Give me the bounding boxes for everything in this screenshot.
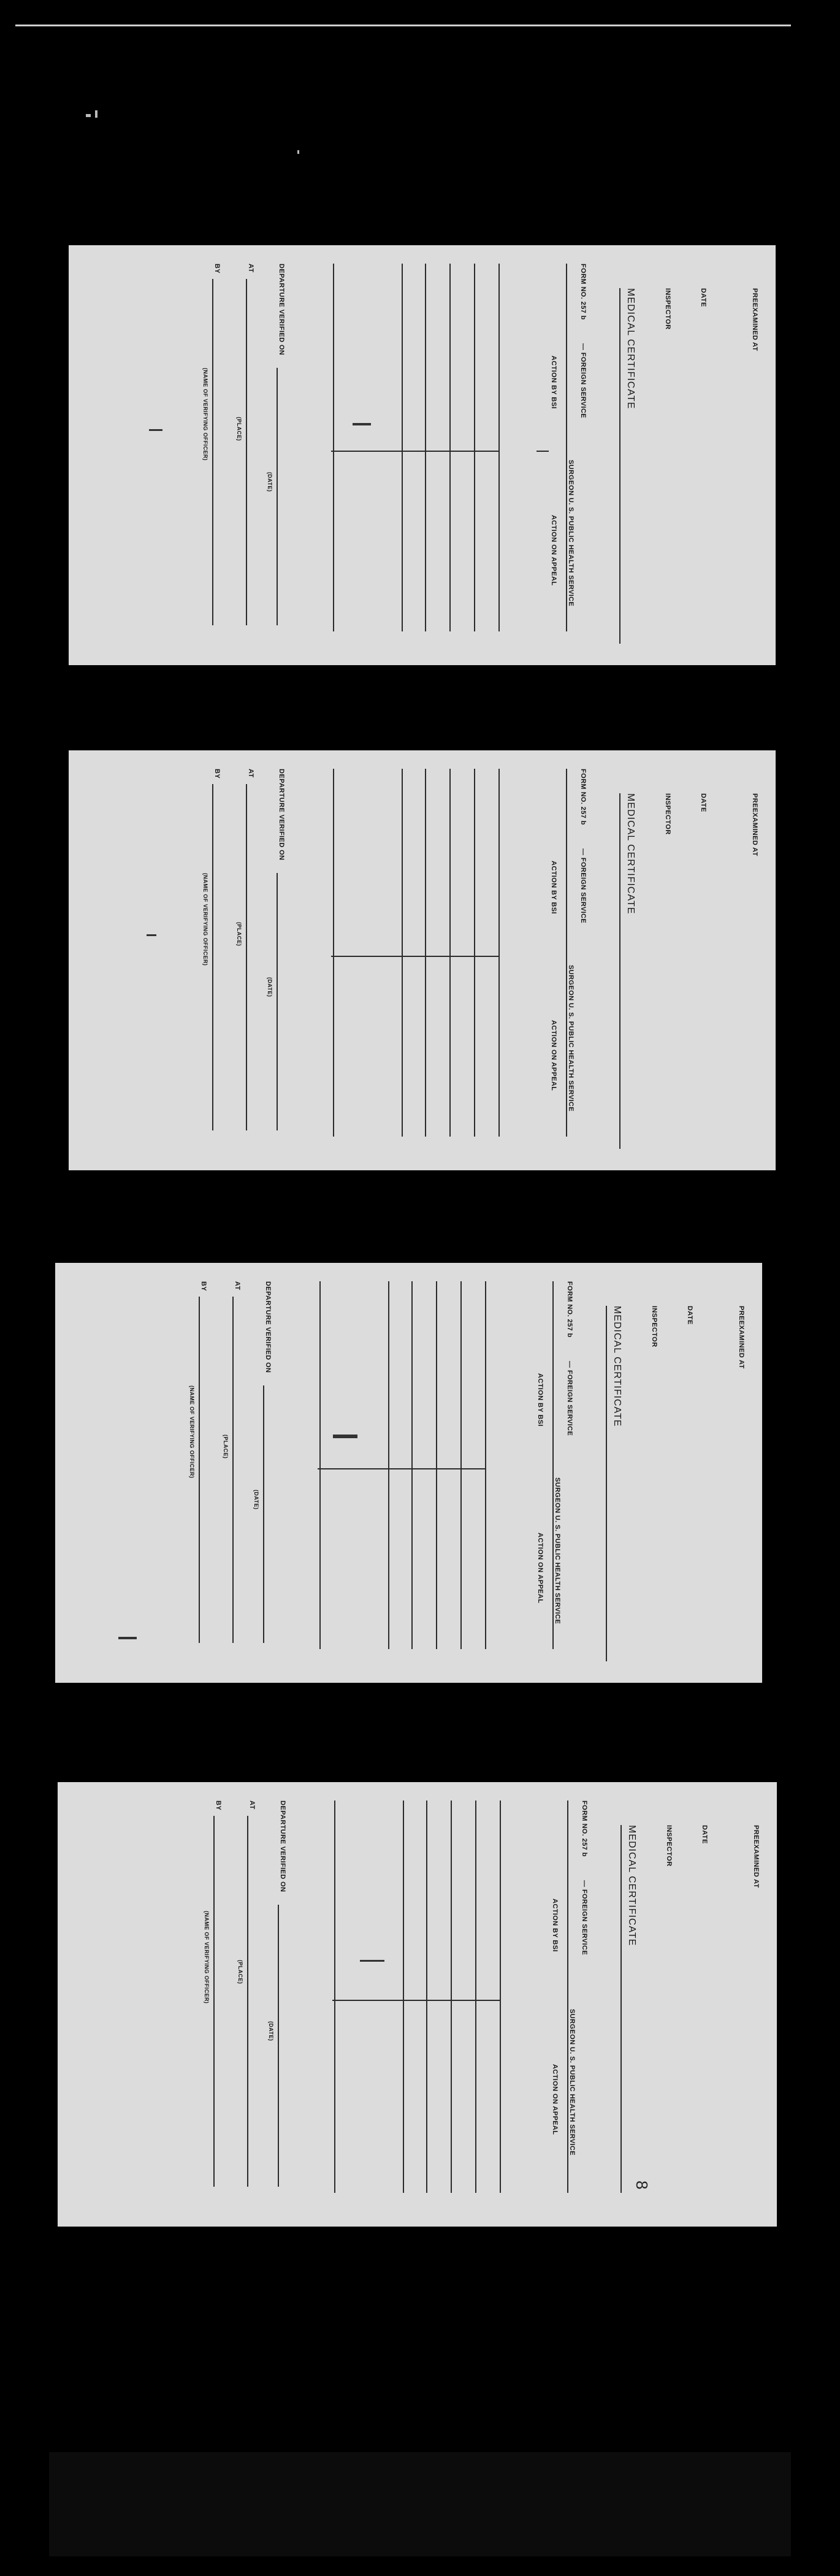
grid-line	[388, 1281, 389, 1649]
action-on-appeal-label: ACTION ON APPEAL	[550, 1020, 557, 1091]
ink-mark	[149, 429, 162, 431]
grid-line	[402, 264, 403, 631]
grid-line	[425, 769, 426, 1137]
grid-line	[334, 1801, 335, 2193]
departure-verified-label: DEPARTURE VERIFIED ON	[264, 1281, 272, 1373]
by-line	[212, 784, 213, 1130]
at-line	[247, 1816, 248, 2187]
grid-line	[403, 1801, 404, 2193]
grid-line	[319, 1281, 321, 1649]
place-caption: (PLACE)	[236, 417, 242, 441]
departure-verified-label: DEPARTURE VERIFIED ON	[278, 264, 285, 356]
column-divider	[332, 2000, 501, 2001]
handwritten-number: 8	[633, 2181, 651, 2190]
grid-line	[474, 264, 475, 631]
place-caption: (PLACE)	[236, 922, 242, 947]
scan-edge-line	[15, 25, 791, 26]
surgeon-label: SURGEON U. S. PUBLIC HEALTH SERVICE	[567, 965, 575, 1112]
date-label: DATE	[700, 288, 707, 307]
grid-line	[449, 769, 451, 1137]
date-label: DATE	[700, 793, 707, 812]
date-label: DATE	[686, 1306, 693, 1325]
certificate-rule	[606, 1306, 607, 1661]
ink-mark	[333, 1435, 357, 1438]
ink-mark	[353, 423, 371, 425]
medical-certificate-title: MEDICAL CERTIFICATE	[627, 1825, 637, 1946]
grid-line	[333, 264, 334, 631]
inspector-label: INSPECTOR	[664, 793, 671, 835]
departure-line	[277, 873, 278, 1130]
grid-line	[402, 769, 403, 1137]
action-on-appeal-label: ACTION ON APPEAL	[551, 2064, 559, 2135]
preexamined-at-label: PREEXAMINED AT	[752, 1825, 760, 1888]
column-divider	[318, 1468, 486, 1469]
at-label: AT	[247, 264, 254, 273]
form-number: FORM NO. 257 b	[579, 264, 587, 320]
preexamined-at-label: PREEXAMINED AT	[738, 1306, 745, 1369]
foreign-service-label: — FOREIGN SERVICE	[581, 1880, 588, 1956]
form-card	[58, 1782, 777, 2227]
at-line	[246, 279, 247, 625]
action-by-bsi-label: ACTION BY BSI	[550, 356, 557, 409]
date-label: DATE	[701, 1825, 708, 1844]
foreign-service-label: — FOREIGN SERVICE	[566, 1361, 573, 1436]
grid-line	[474, 769, 475, 1137]
certificate-rule	[619, 288, 620, 644]
grid-line	[451, 1801, 452, 2193]
surgeon-rule	[566, 769, 567, 1137]
at-line	[232, 1297, 234, 1643]
medical-certificate-title: MEDICAL CERTIFICATE	[612, 1306, 622, 1427]
foreign-service-label: — FOREIGN SERVICE	[579, 343, 587, 419]
form-number: FORM NO. 257 b	[566, 1281, 573, 1338]
surgeon-label: SURGEON U. S. PUBLIC HEALTH SERVICE	[567, 460, 575, 607]
by-line	[212, 279, 213, 625]
certificate-rule	[619, 793, 620, 1149]
scan-bottom-band	[49, 2452, 791, 2556]
surgeon-rule	[552, 1281, 554, 1649]
surgeon-label: SURGEON U. S. PUBLIC HEALTH SERVICE	[554, 1477, 561, 1625]
at-line	[246, 784, 247, 1130]
scan-speck	[86, 114, 91, 117]
by-label: BY	[200, 1281, 207, 1292]
form-card	[69, 245, 776, 665]
form-number: FORM NO. 257 b	[581, 1801, 588, 1857]
inspector-label: INSPECTOR	[664, 288, 671, 330]
departure-line	[278, 1905, 279, 2187]
ink-mark	[360, 1960, 384, 1962]
by-label: BY	[215, 1801, 222, 1811]
departure-line	[263, 1385, 264, 1643]
inspector-label: INSPECTOR	[651, 1306, 658, 1347]
scan-speck	[297, 150, 299, 154]
grid-line	[425, 264, 426, 631]
action-by-bsi-label: ACTION BY BSI	[536, 1373, 544, 1427]
medical-certificate-title: MEDICAL CERTIFICATE	[625, 288, 636, 410]
date-caption: (DATE)	[253, 1490, 259, 1510]
by-line	[213, 1816, 215, 2187]
place-caption: (PLACE)	[223, 1435, 229, 1459]
at-label: AT	[247, 769, 254, 778]
action-on-appeal-label: ACTION ON APPEAL	[550, 515, 557, 586]
surgeon-rule	[566, 264, 567, 631]
place-caption: (PLACE)	[237, 1960, 243, 1984]
form-number: FORM NO. 257 b	[579, 769, 587, 825]
departure-line	[277, 368, 278, 625]
grid-line	[426, 1801, 427, 2193]
grid-line	[460, 1281, 462, 1649]
verifying-officer-caption: (NAME OF VERIFYING OFFICER)	[204, 1911, 210, 2004]
grid-line	[475, 1801, 476, 2193]
date-caption: (DATE)	[268, 2021, 274, 2041]
column-divider	[331, 451, 500, 452]
ink-mark	[118, 1637, 137, 1639]
inspector-label: INSPECTOR	[665, 1825, 673, 1867]
date-caption: (DATE)	[267, 472, 273, 492]
column-divider	[536, 451, 549, 452]
preexamined-at-label: PREEXAMINED AT	[751, 288, 758, 351]
grid-line	[449, 264, 451, 631]
verifying-officer-caption: (NAME OF VERIFYING OFFICER)	[189, 1385, 195, 1479]
action-by-bsi-label: ACTION BY BSI	[550, 861, 557, 914]
grid-line	[498, 264, 500, 631]
grid-line	[411, 1281, 413, 1649]
form-card	[69, 750, 776, 1170]
grid-line	[436, 1281, 437, 1649]
scan-speck	[95, 110, 97, 118]
by-line	[199, 1297, 200, 1643]
action-by-bsi-label: ACTION BY BSI	[551, 1899, 559, 1952]
at-label: AT	[248, 1801, 256, 1810]
at-label: AT	[234, 1281, 241, 1290]
by-label: BY	[213, 264, 221, 274]
by-label: BY	[213, 769, 221, 779]
action-on-appeal-label: ACTION ON APPEAL	[536, 1533, 544, 1604]
departure-verified-label: DEPARTURE VERIFIED ON	[279, 1801, 286, 1892]
grid-line	[333, 769, 334, 1137]
preexamined-at-label: PREEXAMINED AT	[751, 793, 758, 856]
grid-line	[485, 1281, 486, 1649]
departure-verified-label: DEPARTURE VERIFIED ON	[278, 769, 285, 861]
foreign-service-label: — FOREIGN SERVICE	[579, 848, 587, 924]
surgeon-label: SURGEON U. S. PUBLIC HEALTH SERVICE	[568, 2009, 576, 2156]
verifying-officer-caption: (NAME OF VERIFYING OFFICER)	[202, 873, 208, 966]
certificate-rule	[620, 1825, 622, 2193]
medical-certificate-title: MEDICAL CERTIFICATE	[625, 793, 636, 915]
column-divider	[331, 956, 500, 957]
date-caption: (DATE)	[267, 977, 273, 997]
verifying-officer-caption: (NAME OF VERIFYING OFFICER)	[202, 368, 208, 461]
grid-line	[500, 1801, 501, 2193]
ink-mark	[147, 934, 156, 936]
grid-line	[498, 769, 500, 1137]
surgeon-rule	[567, 1801, 568, 2193]
form-card	[55, 1263, 762, 1683]
